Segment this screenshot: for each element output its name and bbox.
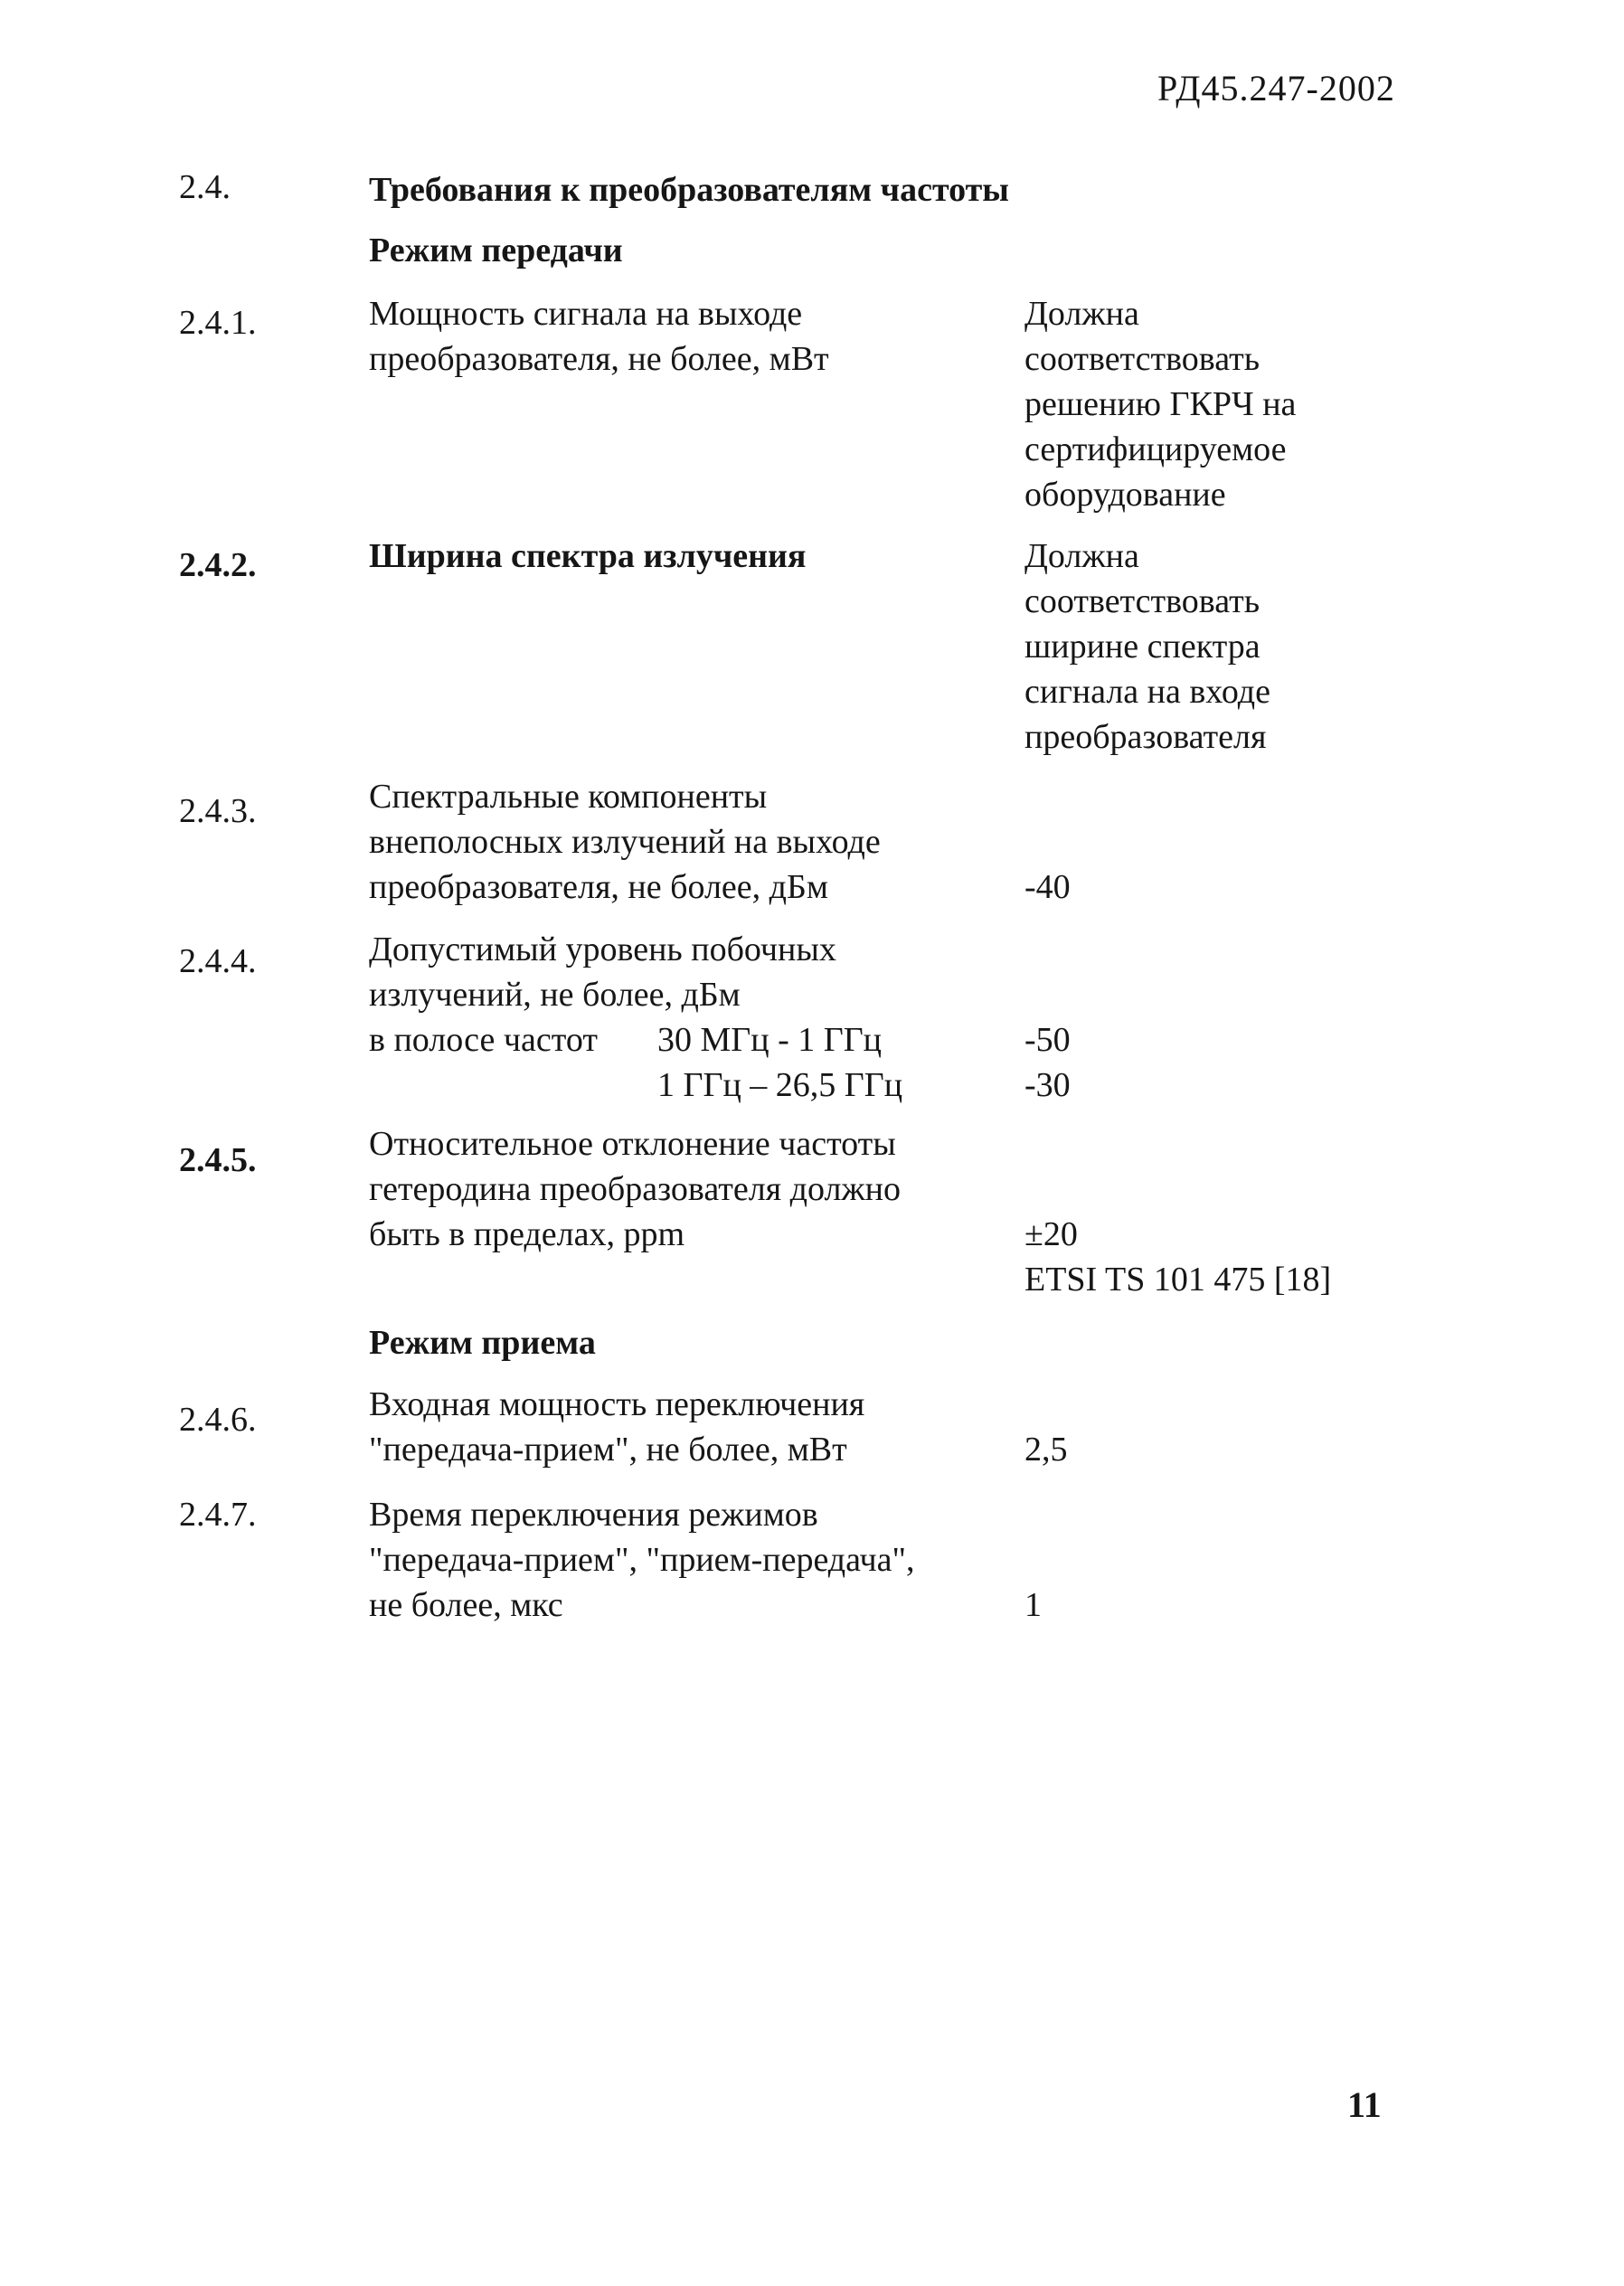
item-text-line: преобразователя, не более, мВт — [369, 340, 829, 378]
band-range: 1 ГГц – 26,5 ГГц — [657, 1066, 903, 1104]
item-value-line: соответствовать — [1024, 582, 1260, 620]
item-value-line: 2,5 — [1024, 1431, 1068, 1469]
item-text-line: "передача-прием", не более, мВт — [369, 1431, 847, 1469]
item-text-line: преобразователя, не более, дБм — [369, 868, 828, 906]
item-text-line: Ширина спектра излучения — [369, 537, 807, 575]
item-value-line: соответствовать — [1024, 340, 1260, 378]
item-value-line: оборудование — [1024, 476, 1226, 514]
item-value-line: ширине спектра — [1024, 628, 1260, 666]
item-value-line: -40 — [1024, 868, 1071, 906]
item-number: 2.4.7. — [179, 1496, 257, 1534]
item-value-line: преобразователя — [1024, 718, 1267, 756]
item-value-line: Должна — [1024, 295, 1139, 333]
item-text-line: гетеродина преобразователя должно — [369, 1170, 902, 1208]
item-number: 2.4.5. — [179, 1141, 257, 1179]
item-text-line: не более, мкс — [369, 1586, 563, 1624]
item-text-line: Мощность сигнала на выходе — [369, 295, 803, 333]
item-number: 2.4.4. — [179, 942, 257, 980]
band-range: 30 МГц - 1 ГГц — [657, 1021, 883, 1059]
item-number: 2.4.6. — [179, 1401, 257, 1439]
item-value-line: -50 — [1024, 1021, 1071, 1059]
item-text-line: Время переключения режимов — [369, 1496, 818, 1534]
item-value-line: Должна — [1024, 537, 1139, 575]
section-title: Требования к преобразователям частоты — [369, 171, 1009, 209]
item-value-line: ETSI TS 101 475 [18] — [1024, 1261, 1332, 1299]
document-code: РД45.247-2002 — [1157, 68, 1395, 109]
item-text-line: Относительное отклонение частоты — [369, 1125, 896, 1163]
item-value-line: -30 — [1024, 1066, 1071, 1104]
item-text-line: быть в пределах, ppm — [369, 1215, 685, 1253]
item-number: 2.4.3. — [179, 792, 257, 830]
item-text-line: "передача-прием", "прием-передача", — [369, 1541, 915, 1579]
item-value-line: 1 — [1024, 1586, 1042, 1624]
band-label: в полосе частот — [369, 1021, 598, 1059]
item-text-line: Спектральные компоненты — [369, 778, 768, 816]
item-text-line: Входная мощность переключения — [369, 1385, 865, 1423]
item-value-line: сигнала на входе — [1024, 673, 1270, 711]
item-text-line: внеполосных излучений на выходе — [369, 823, 881, 861]
item-value-line: ±20 — [1024, 1215, 1078, 1253]
section-number: 2.4. — [179, 168, 231, 206]
subsection-transmit-title: Режим передачи — [369, 231, 623, 269]
item-text-line: излучений, не более, дБм — [369, 976, 741, 1014]
item-number: 2.4.1. — [179, 304, 257, 342]
page-number: 11 — [1347, 2084, 1382, 2125]
item-value-line: решению ГКРЧ на — [1024, 385, 1297, 423]
item-number: 2.4.2. — [179, 546, 257, 584]
item-text-line: Допустимый уровень побочных — [369, 930, 836, 968]
item-value-line: сертифицируемое — [1024, 430, 1287, 468]
subsection-receive-title: Режим приема — [369, 1324, 596, 1362]
